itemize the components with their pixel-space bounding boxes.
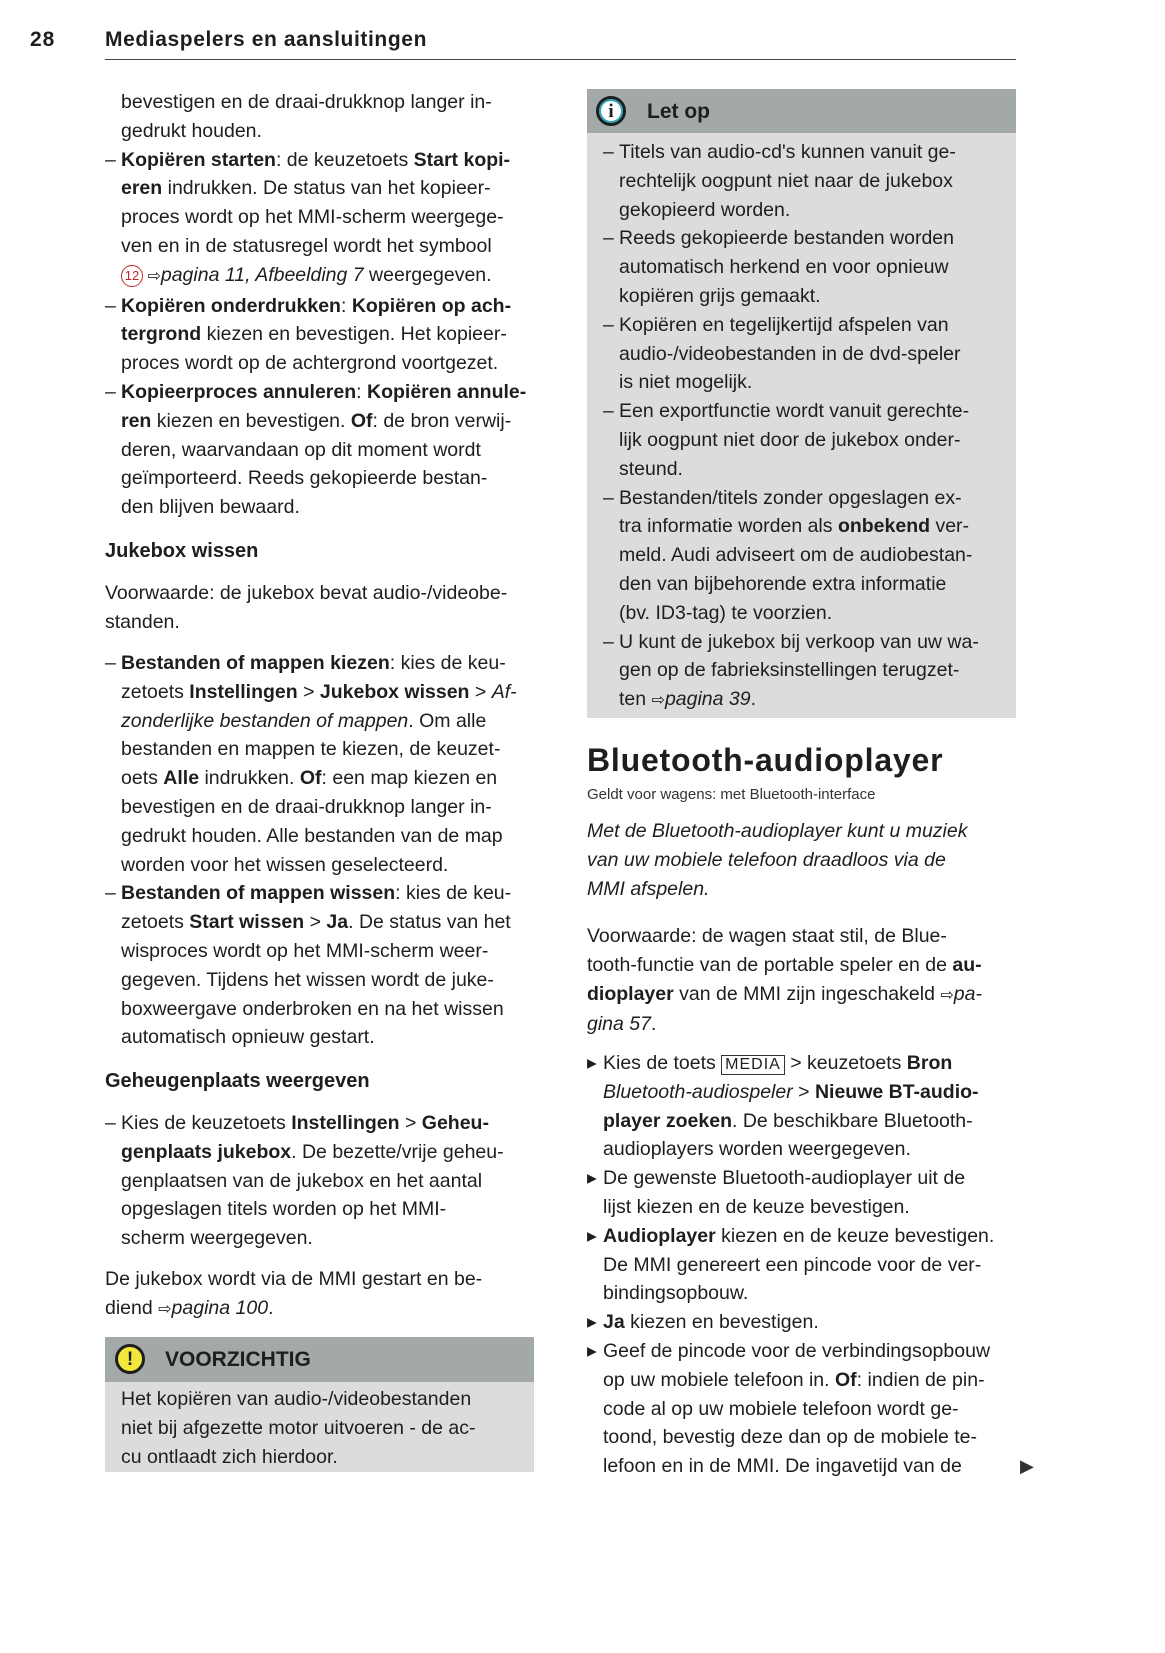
text: bindingsopbouw.	[603, 1282, 749, 1305]
bold-text: tergrond	[121, 323, 202, 346]
italic-link-text: pagina 11, Afbeelding 7	[160, 263, 364, 286]
text: standen.	[105, 610, 180, 633]
text: Het kopiëren van audio-/videobestanden	[121, 1388, 472, 1410]
bold-text: Of	[350, 409, 373, 432]
bold-text: Jukebox wissen	[319, 680, 470, 703]
bold-text: Geheu-	[421, 1112, 489, 1134]
text: diend	[105, 1296, 159, 1319]
text-line	[603, 1193, 1017, 1222]
text: U kunt de jukebox bij verkoop van uw wa-	[619, 630, 979, 653]
text: rechtelijk oogpunt niet naar de jukebox	[619, 169, 953, 192]
text-line	[105, 1294, 545, 1325]
list-item	[105, 1109, 545, 1253]
text: : de bron verwij-	[372, 409, 512, 432]
text: gedrukt houden.	[121, 119, 262, 142]
text-line	[619, 628, 1013, 657]
text-line	[121, 1414, 475, 1443]
text: audioplayers worden weergegeven.	[603, 1138, 911, 1161]
text: audio-/videobestanden in de dvd-speler	[619, 342, 961, 365]
text-line	[121, 764, 545, 793]
bluetooth-steps	[587, 1049, 1017, 1481]
bold-text: Kopieerproces annuleren	[121, 380, 357, 403]
geheugenplaats-steps	[105, 1109, 545, 1253]
text: ver-	[930, 515, 970, 538]
text: ven en in de statusregel wordt het symbool	[121, 234, 492, 257]
bold-text: Kopiëren op ach-	[351, 294, 512, 317]
dash-bullet: –	[105, 882, 116, 905]
text-line	[587, 980, 1017, 1011]
text: gekopieerd worden.	[619, 198, 791, 221]
italic-link-text: van uw mobiele telefoon draadloos via de	[587, 848, 946, 871]
text-line	[619, 368, 1013, 397]
triangle-bullet-icon: ▸	[587, 1167, 597, 1190]
text-line	[121, 174, 545, 203]
text: geïmporteerd. Reeds gekopieerde bestan-	[121, 467, 488, 490]
text-line	[619, 426, 1013, 455]
text-line	[603, 1135, 1017, 1164]
paragraph	[587, 922, 1017, 1039]
text: gegeven. Tijdens het wissen wordt de juke-	[121, 968, 494, 991]
text-line	[587, 846, 1017, 875]
text: lijst kiezen en de keuze bevestigen.	[603, 1195, 910, 1218]
text: scherm weergegeven.	[121, 1227, 313, 1250]
text-line	[121, 493, 545, 522]
continue-arrow-icon: ▶	[1020, 1456, 1034, 1476]
bold-text: Kopiëren onderdrukken	[121, 294, 341, 317]
text-line	[121, 937, 545, 966]
text-line	[121, 1224, 545, 1253]
text: Reeds gekopieerde bestanden worden	[619, 227, 954, 250]
caution-title: VOORZICHTIG	[165, 1348, 311, 1371]
text: Kies de keuzetoets	[121, 1112, 292, 1134]
text-line	[619, 455, 1013, 484]
text-line	[121, 203, 545, 232]
text: .	[750, 688, 757, 711]
text-line	[121, 649, 545, 678]
text: . Om alle	[408, 709, 487, 732]
arrow-right-icon: ⇨	[158, 1300, 172, 1318]
text-line	[619, 138, 1013, 167]
text: op uw mobiele telefoon in.	[603, 1368, 835, 1391]
bold-text: Of	[299, 767, 322, 790]
text: cu ontlaadt zich hierdoor.	[121, 1445, 338, 1468]
list-item	[105, 378, 545, 522]
text: den van bijbehorende extra informatie	[619, 572, 947, 595]
symbol-12-badge: 12	[121, 265, 143, 287]
text: >	[304, 911, 327, 934]
text: : een map kiezen en	[321, 767, 498, 790]
dash-bullet: –	[603, 141, 614, 163]
bold-text: eren	[121, 177, 163, 200]
arrow-right-icon: ⇨	[651, 692, 665, 710]
bold-text: Of	[834, 1368, 857, 1391]
paragraph	[121, 1385, 475, 1471]
list-item	[603, 397, 1013, 483]
text: zetoets	[121, 911, 190, 934]
text: (bv. ID3-tag) te voorzien.	[619, 601, 833, 624]
text: kiezen en de keuze bevestigen.	[715, 1224, 995, 1247]
heading-geheugenplaats: Geheugenplaats weergeven	[105, 1070, 370, 1092]
text-line	[121, 407, 545, 436]
text: Kies de toets	[603, 1052, 722, 1074]
section-title: Mediaspelers en aansluitingen	[105, 28, 427, 51]
bold-text: Kopiëren annule-	[367, 380, 527, 403]
step-item	[587, 1222, 1017, 1308]
text: : kies de keu-	[389, 652, 506, 674]
text: lefoon en in de MMI. De ingavetijd van de	[603, 1455, 962, 1478]
text: . De beschikbare Bluetooth-	[731, 1109, 973, 1132]
text-line	[619, 167, 1013, 196]
list-item	[603, 224, 1013, 310]
text: bestanden en mappen te kiezen, de keuzet-	[121, 738, 501, 761]
paragraph	[587, 817, 1017, 903]
jukebox-wissen-steps	[105, 649, 545, 1052]
text: weergegeven.	[363, 263, 492, 286]
info-icon: i	[596, 96, 626, 126]
text: Een exportfunctie wordt vanuit gerechte-	[619, 400, 970, 423]
text: gedrukt houden. Alle bestanden van de map	[121, 824, 503, 847]
text: tooth-functie van de portable speler en de	[587, 953, 953, 976]
bluetooth-intro	[587, 817, 1017, 903]
text-line	[121, 349, 545, 378]
bold-text: dioplayer	[587, 982, 674, 1005]
list-item	[603, 138, 1013, 224]
italic-link-text: pagina 100	[171, 1296, 269, 1319]
caution-box-header	[105, 1337, 534, 1382]
text-line	[603, 1423, 1017, 1452]
arrow-right-icon: ⇨	[940, 986, 954, 1004]
bold-text: genplaats jukebox	[121, 1140, 292, 1163]
text-line	[619, 484, 1013, 513]
text: van de MMI zijn ingeschakeld	[673, 982, 941, 1005]
arrow-right-icon: ⇨	[143, 267, 161, 285]
note-title: Let op	[647, 100, 710, 123]
media-key-label: MEDIA	[721, 1055, 785, 1075]
text-line	[587, 951, 1017, 980]
text-line	[121, 1138, 545, 1167]
step-item	[587, 1049, 1017, 1164]
bluetooth-applicability: Geldt voor wagens: met Bluetooth-interface	[587, 786, 876, 803]
dash-bullet: –	[603, 313, 614, 336]
caution-text	[121, 1385, 475, 1471]
paragraph	[105, 88, 545, 146]
bluetooth-section-title: Bluetooth-audioplayer	[587, 742, 944, 778]
list-item	[603, 484, 1013, 628]
text-line	[619, 196, 1013, 225]
dash-bullet: –	[603, 630, 614, 653]
text: kiezen en bevestigen.	[624, 1311, 819, 1334]
text-line	[105, 579, 545, 608]
text: De MMI genereert een pincode voor de ver-	[603, 1253, 982, 1276]
text: ten	[619, 688, 652, 711]
text-line	[121, 735, 545, 764]
note-box-body	[587, 133, 1016, 718]
text: genplaatsen van de jukebox en het aantal	[121, 1169, 483, 1192]
text: >	[297, 680, 320, 703]
text: Bestanden/titels zonder opgeslagen ex-	[619, 486, 962, 509]
exclamation-icon: !	[115, 1344, 145, 1374]
text: opgeslagen titels worden op het MMI-	[121, 1198, 447, 1221]
text-line	[105, 1265, 545, 1294]
triangle-bullet-icon: ▸	[587, 1311, 597, 1334]
caution-box-body	[105, 1382, 534, 1472]
text-line	[603, 1337, 1017, 1366]
text-line	[587, 922, 1017, 951]
text: Geef de pincode voor de verbindingsopbouw	[603, 1339, 991, 1362]
text: oets	[121, 767, 164, 790]
text-line	[121, 261, 545, 292]
text: toond, bevestig deze dan op de mobiele te-	[603, 1426, 978, 1449]
dash-bullet: –	[105, 380, 116, 403]
bold-text: Instellingen	[189, 680, 298, 703]
page-number: 28	[30, 28, 56, 51]
text: >	[399, 1112, 422, 1134]
bold-text: ren	[121, 409, 152, 432]
text: is niet mogelijk.	[619, 371, 753, 394]
text: steund.	[619, 457, 683, 480]
text-line	[619, 541, 1013, 570]
text-line	[619, 340, 1013, 369]
text: Titels van audio-cd's kunnen vanuit ge-	[619, 141, 956, 163]
italic-link-text: pa-	[953, 982, 982, 1005]
triangle-bullet-icon: ▸	[587, 1224, 597, 1247]
heading-jukebox-wissen: Jukebox wissen	[105, 540, 259, 562]
italic-link-text: Bluetooth-audiospeler	[603, 1080, 793, 1103]
text-line	[121, 88, 545, 117]
text: worden voor het wissen geselecteerd.	[121, 853, 449, 876]
text-line	[603, 1366, 1017, 1395]
text-line	[603, 1164, 1017, 1193]
text-line	[121, 879, 545, 908]
bold-text: Start kopi-	[413, 148, 511, 171]
text-line	[587, 875, 1017, 904]
text: proces wordt op het MMI-scherm weergege-	[121, 206, 504, 229]
text: Kopiëren en tegelijkertijd afspelen van	[619, 313, 949, 336]
text-line	[619, 224, 1013, 253]
text-line	[121, 1195, 545, 1224]
text: deren, waarvandaan op dit moment wordt	[121, 438, 481, 461]
text: bevestigen en de draai-drukknop langer in-	[121, 91, 492, 113]
text-line	[603, 1452, 1017, 1481]
text-line	[121, 793, 545, 822]
italic-link-text: zonderlijke bestanden of mappen	[121, 709, 409, 732]
text: kopiëren grijs gemaakt.	[619, 284, 821, 307]
dash-bullet: –	[105, 652, 116, 674]
text-line	[121, 146, 545, 175]
text-line	[619, 253, 1013, 282]
text: : de keuzetoets	[275, 148, 414, 171]
text: Voorwaarde: de jukebox bevat audio-/videobe-	[105, 582, 508, 604]
text: proces wordt op de achtergrond voortgezet.	[121, 352, 499, 375]
text: gen op de fabrieksinstellingen terugzet-	[619, 659, 960, 682]
text: De gewenste Bluetooth-audioplayer uit de	[603, 1167, 966, 1190]
text-line	[603, 1107, 1017, 1136]
text: den blijven bewaard.	[121, 496, 300, 519]
text: kiezen en bevestigen. Het kopieer-	[201, 323, 507, 346]
bluetooth-condition	[587, 922, 1017, 1039]
jukebox-wissen-condition	[105, 579, 545, 637]
text-line	[121, 232, 545, 261]
bold-text: Instellingen	[291, 1112, 400, 1134]
text-line	[121, 1109, 545, 1138]
text-line	[121, 378, 545, 407]
text-line	[121, 117, 545, 146]
bold-text: Bestanden of mappen wissen	[121, 882, 396, 905]
triangle-bullet-icon: ▸	[587, 1339, 597, 1362]
bold-text: Nieuwe BT-audio-	[814, 1080, 979, 1103]
bold-text: onbekend	[837, 515, 931, 538]
bold-text: Ja	[603, 1311, 625, 1334]
text-line	[121, 678, 545, 707]
note-list	[603, 138, 1013, 716]
step-item	[587, 1164, 1017, 1222]
text: Voorwaarde: de wagen staat stil, de Blue-	[587, 925, 947, 947]
paragraph	[105, 579, 545, 637]
list-item	[603, 628, 1013, 716]
jukebox-start-paragraph	[105, 1265, 545, 1325]
bold-text: Kopiëren starten	[121, 148, 276, 171]
text-line	[121, 908, 545, 937]
text-line	[587, 817, 1017, 846]
text-line	[619, 397, 1013, 426]
text-line	[121, 320, 545, 349]
text: : indien de pin-	[856, 1368, 985, 1391]
text: tra informatie worden als	[619, 515, 838, 538]
text: >	[469, 680, 492, 703]
text: De jukebox wordt via de MMI gestart en be-	[105, 1268, 483, 1290]
text-line	[587, 1010, 1017, 1039]
text-line	[603, 1078, 1017, 1107]
text-line	[603, 1251, 1017, 1280]
bold-text: player zoeken	[603, 1109, 732, 1132]
list-item	[105, 146, 545, 292]
dash-bullet: –	[105, 294, 116, 317]
italic-link-text: pagina 39	[664, 688, 751, 711]
text: wisproces wordt op het MMI-scherm weer-	[121, 939, 489, 962]
text: indrukken.	[199, 767, 300, 790]
text-line	[603, 1222, 1017, 1251]
text-line	[121, 851, 545, 880]
text-line	[603, 1308, 1017, 1337]
triangle-bullet-icon: ▸	[587, 1052, 597, 1074]
dash-bullet: –	[105, 148, 116, 171]
text: bevestigen en de draai-drukknop langer in-	[121, 795, 492, 818]
text-line	[121, 822, 545, 851]
text: .	[268, 1296, 274, 1319]
list-item	[603, 311, 1013, 397]
note-box-header	[587, 89, 1016, 133]
paragraph	[105, 1265, 545, 1325]
bold-text: au-	[952, 953, 982, 976]
italic-link-text: Af-	[491, 680, 517, 703]
text: boxweergave onderbroken en na het wissen	[121, 997, 504, 1020]
text-line	[121, 1385, 475, 1414]
text-line	[619, 512, 1013, 541]
text-line	[603, 1395, 1017, 1424]
italic-link-text: Met de Bluetooth-audioplayer kunt u muziek	[587, 820, 968, 842]
text: kiezen en bevestigen.	[151, 409, 351, 432]
step-item	[587, 1308, 1017, 1337]
text-line	[619, 685, 1013, 716]
text: : kies de keu-	[395, 882, 512, 905]
italic-link-text: gina 57	[587, 1013, 651, 1036]
step-item	[587, 1337, 1017, 1481]
text-line	[619, 570, 1013, 599]
list-item	[105, 649, 545, 879]
bold-text: Audioplayer	[603, 1224, 716, 1247]
text-line	[603, 1279, 1017, 1308]
text-line	[121, 292, 545, 321]
text-line	[121, 707, 545, 736]
list-item	[105, 879, 545, 1052]
text-line	[619, 656, 1013, 685]
text-line	[619, 282, 1013, 311]
text-line	[121, 464, 545, 493]
bold-text: Bestanden of mappen kiezen	[121, 652, 390, 674]
text: niet bij afgezette motor uitvoeren - de ac-	[121, 1416, 476, 1439]
italic-link-text: MMI afspelen.	[587, 877, 710, 900]
dash-bullet: –	[603, 400, 614, 423]
text: zetoets	[121, 680, 190, 703]
bold-text: Start wissen	[189, 911, 305, 934]
text: automatisch opnieuw gestart.	[121, 1026, 375, 1049]
bold-text: Ja	[326, 911, 349, 934]
text: . De bezette/vrije geheu-	[291, 1140, 504, 1163]
bold-text: Alle	[163, 767, 200, 790]
text-line	[121, 966, 545, 995]
dash-bullet: –	[603, 486, 614, 509]
text-line	[121, 1023, 545, 1052]
text-line	[105, 608, 545, 637]
text: automatisch herkend en voor opnieuw	[619, 256, 949, 279]
text-line	[121, 436, 545, 465]
bold-text: Bron	[906, 1052, 953, 1074]
text: meld. Audi adviseert om de audiobestan-	[619, 544, 973, 567]
text: :	[356, 380, 367, 403]
text-line	[121, 995, 545, 1024]
copy-steps-list	[105, 88, 545, 522]
list-item	[105, 292, 545, 378]
dash-bullet: –	[603, 227, 614, 250]
text: lijk oogpunt niet door de jukebox onder-	[619, 428, 961, 451]
text: .	[650, 1013, 657, 1036]
text-line	[619, 599, 1013, 628]
text: >	[792, 1080, 815, 1103]
text: > keuzetoets	[784, 1052, 907, 1074]
text: indrukken. De status van het kopieer-	[162, 177, 491, 200]
text-line	[603, 1049, 1017, 1078]
text-line	[121, 1443, 475, 1472]
text: code al op uw mobiele telefoon wordt ge-	[603, 1397, 959, 1420]
text: . De status van het	[348, 911, 511, 934]
header-rule	[105, 59, 1016, 60]
text-line	[121, 1167, 545, 1196]
text: :	[340, 294, 352, 317]
text-line	[619, 311, 1013, 340]
dash-bullet: –	[105, 1112, 116, 1134]
